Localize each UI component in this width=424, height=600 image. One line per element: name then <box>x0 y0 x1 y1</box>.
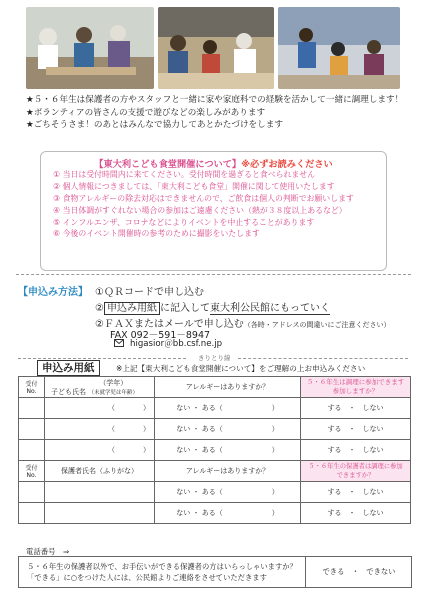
method-paper-box: 申込み用紙 <box>104 302 160 315</box>
guardian-header-row <box>19 461 411 482</box>
notice-item: ① 当日は受付時間内に来てください。受付時間を過ぎると食べられません <box>53 170 316 179</box>
guardian-row <box>19 482 411 503</box>
notice-title <box>41 156 386 170</box>
helper-answer-choice[interactable]: できる ・ できない <box>305 557 412 587</box>
notice-item: ⑤ インフルエンザ、コロナなどによりイベントを中止することがあります <box>53 217 315 227</box>
method-fax-mail-note: （各時・アドレスの間違いにご注意ください） <box>243 321 391 329</box>
guardian-cook-header <box>301 461 411 482</box>
phone-label: 電話番号 ⇒ <box>26 547 70 556</box>
guardian-name-header: 保護者氏名（ふりがな） <box>45 461 155 482</box>
photo-cooking-2 <box>158 7 274 89</box>
notice-item: ③ 食物アレルギーの除去対応はできませんので、ご飲食は個人の判断でお願いします <box>53 193 354 203</box>
cook-header-line1: ５・６年生は調理に参加できます <box>306 378 405 386</box>
reception-cell <box>19 419 45 440</box>
cut-line-label: きりとり線 <box>198 354 231 362</box>
guardian-name-cell[interactable] <box>45 482 155 503</box>
guardian-cook-choice[interactable]: する ・ しない <box>301 503 411 524</box>
cook-header-line2: 参加しますか？ <box>332 387 379 395</box>
child-name-cell[interactable] <box>45 419 155 440</box>
guardian-name-cell[interactable] <box>45 503 155 524</box>
guardian-cook-header-line1: ５・６年生の保護者は調理に参加 <box>308 463 403 470</box>
helper-question-line2: 「できる」に○をつけた人には、公民館よりご連絡をさせていただきます <box>27 573 267 582</box>
method-paper-num: ② <box>95 303 104 314</box>
guardian-cook-header-line2: できますか？ <box>336 472 375 479</box>
cook-choice[interactable]: する ・ しない <box>301 440 411 461</box>
grade-paren: （ ） <box>108 446 150 454</box>
allergy-header: アレルギーはありますか？ <box>155 377 301 398</box>
bullet-item: ★５・６年生は保護者の方やスタッフと一緒に家や家庭科での経験を活かして一緒に調理します！ <box>26 95 404 105</box>
allergy-choice[interactable]: ない ・ ある（ ） <box>155 482 301 503</box>
child-header-row <box>19 377 411 398</box>
bullet-item: ★ごちそうさま！のあとはみんなで協力してあとかたづけをします <box>26 120 283 131</box>
child-name-label: 子ども氏名 <box>51 387 86 396</box>
allergy-choice[interactable]: ない ・ ある（ ） <box>155 440 301 461</box>
grade-paren: （ ） <box>108 425 150 433</box>
allergy-choice[interactable]: ない ・ ある（ ） <box>155 398 301 419</box>
notice-title-warning: ※必ずお読みください <box>241 159 333 170</box>
method-paper-place: 東大利公民館にもっていく <box>209 303 330 314</box>
helper-question <box>27 561 297 583</box>
helper-question-line1: ５・６年生の保護者以外で、お手伝いができる保護者の方はいらっしゃいますか？ <box>27 562 297 571</box>
reception-cell <box>19 482 45 503</box>
guardian-row <box>19 503 411 524</box>
grade-label: （学年） <box>99 378 128 387</box>
method-paper <box>95 299 330 314</box>
reception-cell <box>19 503 45 524</box>
guardian-cook-choice[interactable]: する ・ しない <box>301 482 411 503</box>
reception-header: 受付 No. <box>19 461 45 482</box>
allergy-choice[interactable]: ない ・ ある（ ） <box>155 419 301 440</box>
email-address: higasior＠bb.csf.ne.jp <box>130 339 223 349</box>
notice-title-main: 【東大利こども食堂開催について】 <box>94 159 242 170</box>
cook-choice[interactable]: する ・ しない <box>301 419 411 440</box>
notice-item: ② 個人情報につきましては、「東大利こども食堂」開催に関して使用いたします <box>53 181 335 191</box>
method-paper-rest: に記入して <box>159 303 210 314</box>
photo-playing <box>278 7 400 89</box>
notice-item: ⑥ 今後のイベント開催時の参考のために撮影をいたします <box>53 229 260 239</box>
notice-box <box>40 151 387 271</box>
reception-header: 受付 No. <box>19 377 45 398</box>
form-note: ※上記【東大利こども食堂開催について】をご理解の上お申込みください <box>116 364 366 373</box>
activity-bullets <box>26 94 403 132</box>
method-qr: ①ＱＲコードで申し込む <box>95 287 204 298</box>
reception-cell <box>19 440 45 461</box>
child-row <box>19 440 411 461</box>
reception-cell <box>19 398 45 419</box>
helper-question-box <box>18 556 412 588</box>
fax-number: FAX 092－591－8947 <box>110 330 211 341</box>
photo-cooking-1 <box>26 7 154 89</box>
child-row <box>19 419 411 440</box>
section-divider <box>16 274 411 275</box>
child-name-cell[interactable] <box>45 398 155 419</box>
notice-items <box>53 169 354 240</box>
cook-choice[interactable]: する ・ しない <box>301 398 411 419</box>
method-fax-mail-label: ②ＦＡＸまたはメールで申し込む <box>95 319 244 330</box>
form-title: 申込み用紙 <box>37 360 100 376</box>
grade-note: （未就学児は年齢） <box>88 389 138 396</box>
allergy-choice[interactable]: ない ・ ある（ ） <box>155 503 301 524</box>
notice-item: ④ 当日体調がすぐれない場合の参加はご遠慮ください（熱が３８度以上あるなど） <box>53 205 347 215</box>
allergy-header: アレルギーはありますか？ <box>155 461 301 482</box>
application-title: 【申込み方法】 <box>18 287 88 298</box>
child-name-header <box>45 377 155 398</box>
envelope-icon <box>114 339 124 347</box>
cook-header <box>301 377 411 398</box>
bullet-item: ★ボランティアの皆さんの支援で遊びなどの楽しみがあります <box>26 107 266 118</box>
application-form-table <box>18 376 411 524</box>
grade-paren: （ ） <box>108 404 150 412</box>
child-row <box>19 398 411 419</box>
child-name-cell[interactable] <box>45 440 155 461</box>
